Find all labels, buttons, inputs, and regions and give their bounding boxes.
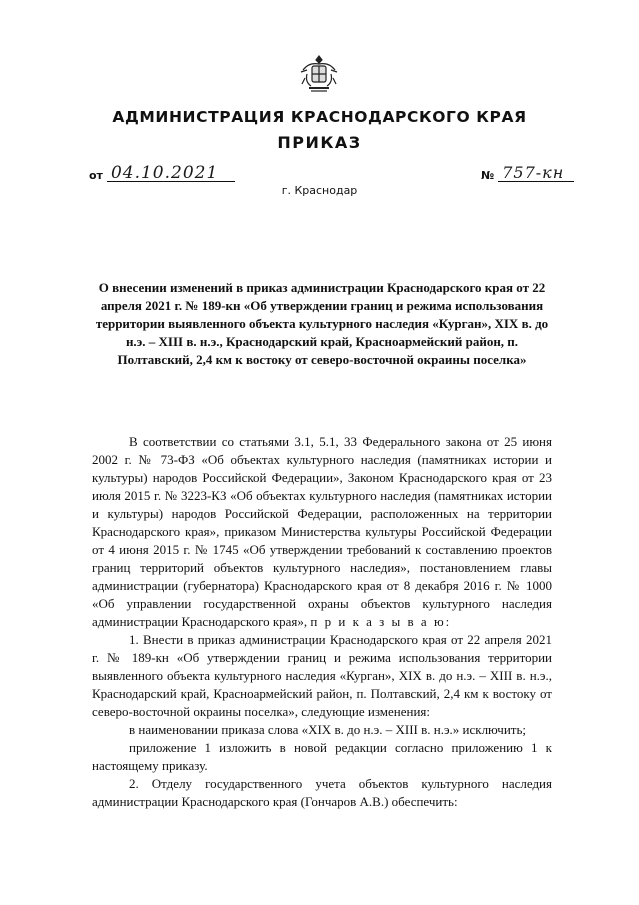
order-word: п р и к а з ы в а ю: — [310, 614, 452, 629]
number-field — [481, 165, 574, 182]
city-line: г. Краснодар — [281, 184, 358, 197]
date-field — [89, 165, 235, 182]
date-prefix: от — [89, 169, 103, 182]
handwritten-number: 757-кн — [498, 165, 574, 182]
document-type: ПРИКАЗ — [277, 133, 362, 152]
organization-heading: АДМИНИСТРАЦИЯ КРАСНОДАРСКОГО КРАЯ — [112, 108, 527, 126]
number-prefix: № — [481, 169, 495, 182]
preamble-text: В соответствии со статьями 3.1, 5.1, 33 Федерального закона от 25 июня 2002 г. № 73-ФЗ «Об объектах культурного наследия (памятниках истории и культуры) народов Российской Федерации», Законом Краснодарского края от 23 июля 2015 г. № 3223-КЗ «Об объектах культурного наследия (памятниках истории и культуры) народов Российской Федерации, расположенных на территории Краснодарского края», приказом Министерства культуры Российской Федерации от 4 июня 2015 г. № 1745 «Об утверждении требований к составлению проектов границ территорий объектов культурного наследия», постановлением главы администрации (губернатора) Краснодарского края от 8 декабря 2016 г. № 1000 «Об управлении государственной охраны объектов культурного наследия администрации Краснодарского края», — [92, 434, 552, 629]
item-1a-paragraph: в наименовании приказа слова «XIX в. до н.э. – XIII в. н.э.» исключить; — [129, 722, 526, 737]
item-1b-paragraph: приложение 1 изложить в новой редакции согласно приложению 1 к настоящему приказу. — [92, 740, 552, 773]
item-2-paragraph: 2. Отделу государственного учета объектов культурного наследия администрации Краснодарского края (Гончаров А.В.) обеспечить: — [92, 776, 552, 809]
document-title: О внесении изменений в приказ администрации Краснодарского края от 22 апреля 2021 г. № 189-кн «Об утверждении границ и режима использования территории выявленного объекта культурного наследия «Курган», XIX в. до н.э. – XIII в. н.э., Краснодарский край, Красноармейский район, п. Полтавский, 2,4 км к востоку от северо-восточной окраины поселка» — [95, 280, 549, 367]
handwritten-date: 04.10.2021 — [107, 165, 235, 182]
item-1-paragraph: 1. Внести в приказ администрации Краснодарского края от 22 апреля 2021 г. № 189-кн «Об утверждении границ и режима использования территории выявленного объекта культурного наследия «Курган», XIX в. до н.э. – XIII в. н.э., Краснодарский край, Красноармейский район, п. Полтавский, 2,4 км к востоку от северо-восточной окраины поселка», следующие изменения: — [92, 632, 552, 719]
coat-of-arms-icon — [297, 52, 341, 96]
preamble-paragraph — [92, 433, 552, 631]
document-body — [92, 433, 552, 811]
